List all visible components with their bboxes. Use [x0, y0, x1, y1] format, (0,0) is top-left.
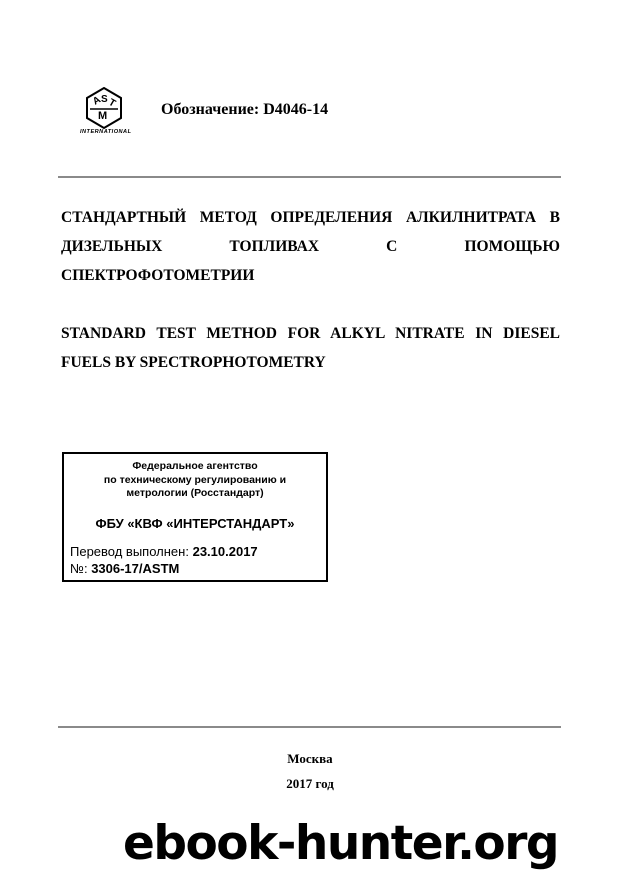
translation-date-label: Перевод выполнен: — [70, 544, 189, 559]
organization-name: ФБУ «КВФ «ИНТЕРСТАНДАРТ» — [95, 516, 295, 531]
translation-number-label: №: — [70, 561, 88, 576]
svg-text:INTERNATIONAL: INTERNATIONAL — [80, 129, 131, 135]
svg-text:M: M — [98, 110, 108, 122]
translation-date-value: 23.10.2017 — [192, 544, 258, 559]
designation: Обозначение: D4046-14 — [161, 101, 329, 118]
top-divider — [58, 176, 561, 178]
agency-line: по техническому регулированию и — [103, 473, 287, 486]
translation-number-line — [70, 561, 179, 576]
translation-date-line — [70, 544, 258, 559]
svg-text:A: A — [91, 94, 103, 108]
translation-number-value: 3306-17/ASTM — [91, 561, 180, 576]
agency-line: метрологии (Росстандарт) — [126, 487, 264, 499]
svg-text:T: T — [106, 97, 118, 110]
svg-text:S: S — [101, 94, 108, 105]
title-english: STANDARD TEST METHOD FOR ALKYL NITRATE IN DIESEL FUELS BY SPECTROPHOTOMETRY — [61, 325, 560, 371]
agency-line: Федеральное агентство — [132, 460, 258, 472]
title-russian: СТАНДАРТНЫЙ МЕТОД ОПРЕДЕЛЕНИЯ АЛКИЛНИТРАТА В ДИЗЕЛЬНЫХ ТОПЛИВАХ С ПОМОЩЬЮ СПЕКТРОФОТОМЕТРИИ — [61, 209, 560, 284]
astm-logo-icon — [79, 87, 133, 135]
watermark: ebook-hunter.org — [123, 816, 559, 871]
year: 2017 год — [286, 776, 334, 791]
translation-stamp — [62, 452, 328, 582]
agency-name — [64, 460, 326, 501]
bottom-divider — [58, 726, 561, 728]
city: Москва — [287, 751, 333, 766]
